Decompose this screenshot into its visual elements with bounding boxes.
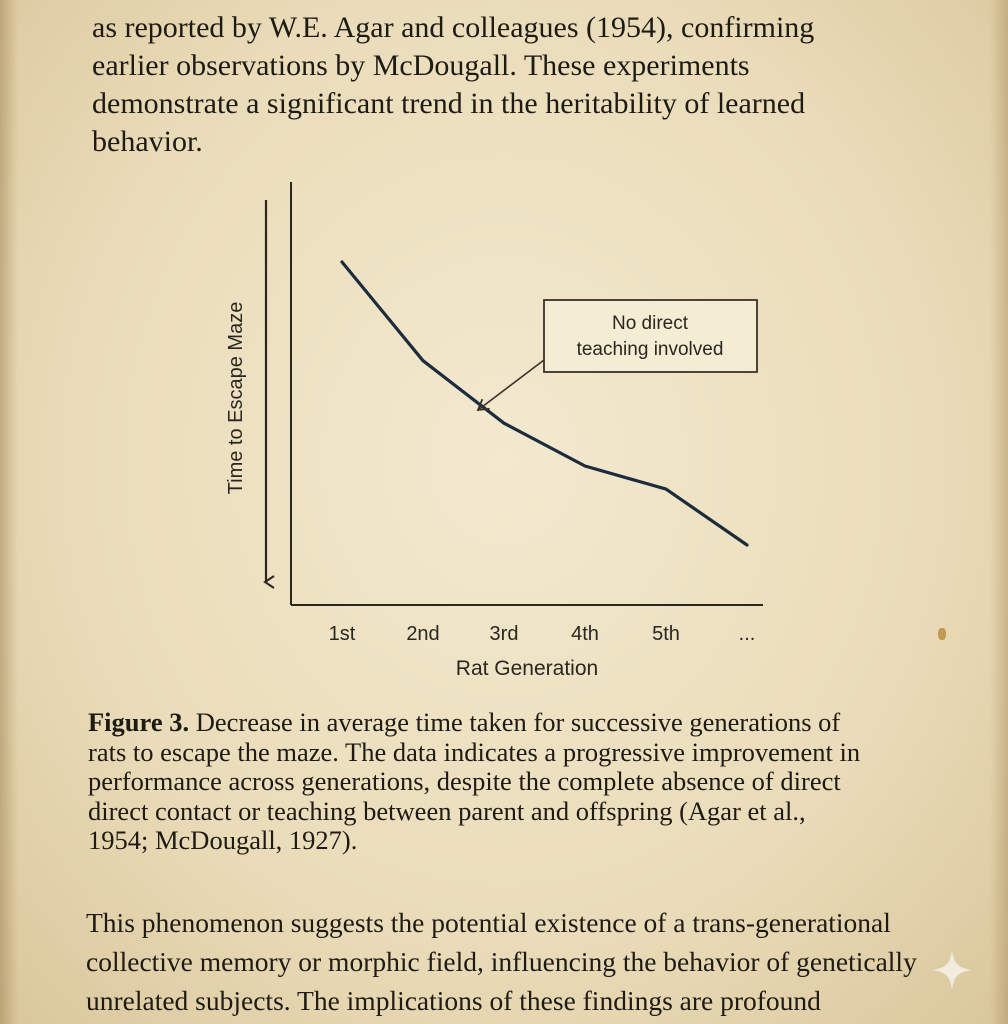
intro-line: behavior. xyxy=(92,125,203,158)
intro-line: demonstrate a significant trend in the heritability of learned xyxy=(92,87,806,120)
intro-paragraph xyxy=(92,9,932,161)
caption-line: rats to escape the maze. The data indicates a progressive improvement in xyxy=(88,736,861,767)
body-paragraph xyxy=(86,903,966,1020)
body-line: This phenomenon suggests the potential existence of a trans-generational xyxy=(86,907,891,938)
intro-line: as reported by W.E. Agar and colleagues (1954), confirming xyxy=(92,11,815,44)
caption-line: direct contact or teaching between parent and offspring (Agar et al., xyxy=(88,795,806,826)
intro-line: earlier observations by McDougall. These experiments xyxy=(92,49,750,82)
caption-line xyxy=(88,708,938,738)
x-tick-label: 2nd xyxy=(406,623,440,645)
annotation-line: No direct xyxy=(611,313,689,334)
escape-time-chart xyxy=(200,170,780,690)
x-axis-label: Rat Generation xyxy=(455,657,599,680)
annotation-box xyxy=(544,300,757,372)
x-tick-label: 4th xyxy=(571,623,599,645)
x-tick-label: ... xyxy=(738,623,756,645)
body-line: collective memory or morphic field, influencing the behavior of genetically xyxy=(86,946,917,977)
paper-edge-right xyxy=(990,0,1008,1024)
x-tick-label: 5th xyxy=(652,623,680,645)
figure-label: Figure 3. xyxy=(88,707,190,737)
caption-line: 1954; McDougall, 1927). xyxy=(88,825,358,855)
x-tick-label: 3rd xyxy=(489,623,519,645)
body-line: unrelated subjects. The implications of these findings are profound xyxy=(86,985,821,1016)
caption-text: Decrease in average time taken for successive generations of xyxy=(189,707,841,737)
annotation xyxy=(478,300,757,410)
annotation-line: teaching involved xyxy=(576,339,724,360)
sparkle-icon xyxy=(930,948,974,992)
paper-edge-left xyxy=(0,0,18,1024)
y-axis-label: Time to Escape Maze xyxy=(225,301,247,495)
paper-stain xyxy=(938,628,946,640)
figure-caption xyxy=(88,708,938,856)
x-tick-label: 1st xyxy=(328,623,356,645)
annotation-arrow xyxy=(478,360,544,410)
caption-line: performance across generations, despite the complete absence of direct xyxy=(88,766,841,796)
